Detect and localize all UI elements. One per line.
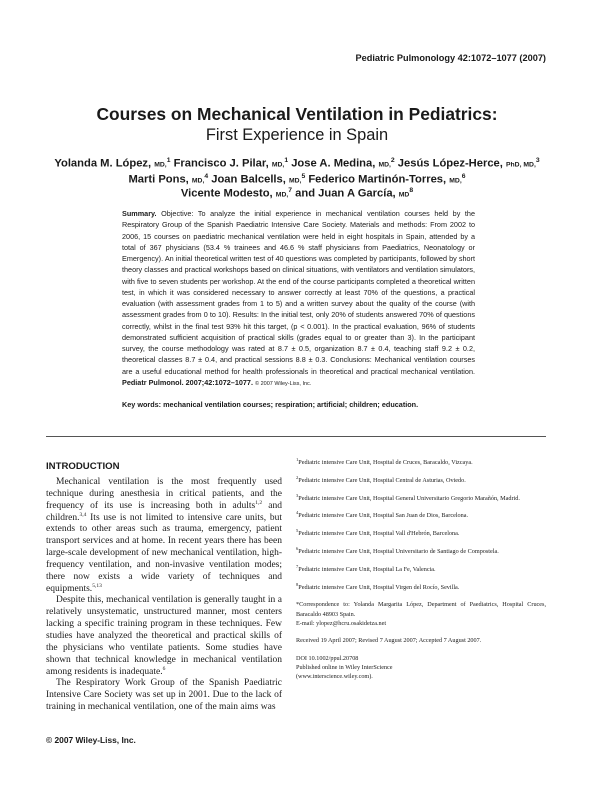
affiliation-number: 3 [296,492,299,498]
author-affiliation-mark: 5 [301,173,306,180]
author-degree: MD, [154,161,167,169]
author-name: Joan Balcells, [208,173,289,186]
author-affiliation-mark: 7 [288,187,293,194]
body-paragraph [46,678,282,714]
author-name: Jesús López-Herce, [394,157,506,170]
affiliation [296,511,546,520]
author-affiliation-mark: 1 [284,157,289,164]
author-degree: MD, [288,177,302,185]
abstract-citation: Pediatr Pulmonol. 2007;42:1072–1077. [122,377,253,387]
author-degree: MD [398,191,410,199]
intro-heading: INTRODUCTION [46,461,120,472]
text-run: Mechanical ventilation is the most frequently used technique during anesthesia in critical patients, and the frequency of its use is increasing both in adults [46,477,282,511]
affiliation [296,476,546,485]
doi[interactable]: DOI 10.1002/ppul.20708 [296,654,359,662]
copyright-footer: © 2007 Wiley-Liss, Inc. [46,735,136,745]
affiliation-text: Pediatric intensive Care Unit, Hospital Virgen del Rocío, Sevilla. [298,583,460,591]
affiliation [296,458,546,467]
published-online: Published online in Wiley InterScience [296,663,393,671]
intro-body [46,477,282,714]
affiliation-list [296,458,546,592]
text-run: The Respiratory Work Group of the Spanish Paediatric Intensive Care Society was set up in 2001. Due to the lack of training in mechanical ventilation, one of the main aims was [46,678,282,713]
text-run: Despite this, mechanical ventilation is generally taught in a relatively unsystematic, unstructured manner, most centers lacking a specific training program in these techniques. Few studies have analyzed the theoretical and practical skills of the physicians who ventilate patients. Some studies have shown that technical knowledge in mechanical ventilation among residents is inadequate. [46,595,282,677]
body-paragraph [46,595,282,678]
affiliation [296,529,546,538]
affiliation-text: Pediatric intensive Care Unit, Hospital de Cruces, Baracaldo, Vizcaya. [298,459,473,466]
correspondence [296,600,546,628]
affiliation [296,565,546,574]
publisher-url[interactable]: (www.interscience.wiley.com). [296,673,373,681]
abstract-text: Objective: To analyze the initial experience in mechanical ventilation courses held by the Respiratory Group of the Spanish Paediatric Intensive Care Society. Materials and methods: From 2002 to 2006, 15 courses on paediatric mechanical ventilation were held in eight hospitals in Spain, attended by a total of 367 physicians (53.4 % trainees and 46.6 % staff physicians from Paediatrics, Neonatology or Emergency). An initial theoretical written test of 40 questions was completed by participants, followed by short theory classes and practical workshops based on clinical situations, with ventilators and ventilation simulators, with five to seven students per workshop. At the end of the course participants completed a theoretical written test, in which it was considered necessary to answer correctly at least 70% of the questions, a practical evaluation (with assessment grades from 1 to 5) and a written survey about the quality of the course (with assessment grades from 0 to 10). Results: In the initial test, only 20% of students answered 70% of questions correctly, whilst in the final test 93% hit this target, (p < 0.001). In the practical evaluation, 96% of students demonstrated sufficient acquisition of practical skills (grades equal to or greater than 3). In the participant survey, the course methodology was rated at 8.7 ± 0.5, organization 8.7 ± 0.4, teaching staff 9.2 ± 0.2, theoretical classes 8.7 ± 0.4, and practical sessions 8.8 ± 0.3. Conclusions: Mechanical ventilation courses are a useful educational method for health professionals in theoretical and practical mechanical ventilation. [122,209,476,376]
text-run: Its use is not limited to intensive care units, but extends to other areas such as trauma, emergency, patient transport services and at home. In recent years there has been large-scale development of new mechanical ventilation, high-frequency ventilation, and non-invasive ventilation modes; there now exists a wide variety of techniques and equipments. [46,512,282,594]
affiliation-number: 5 [296,528,299,534]
author-name: Marti Pons, [128,173,192,186]
abstract-copyright: © 2007 Wiley-Liss, Inc. [255,380,312,387]
author-affiliation-mark: 1 [166,157,171,164]
correspondence-address: *Correspondence to: Yolanda Margarita López, Department of Paediatrics, Hospital Cruces, Baracaldo 48903 Spain. [296,601,546,618]
author-degree: MD, [275,191,289,199]
correspondence-email[interactable]: E-mail: ylopez@hcru.osakidetza.net [296,619,387,627]
body-paragraph [46,477,282,595]
citation-ref: 6 [162,665,166,672]
citation-ref: 5,13 [92,582,102,589]
affiliation-number: 6 [296,545,299,551]
affiliation-number: 8 [296,581,299,587]
citation-ref: 1,2 [255,499,263,506]
affiliation-text: Pediatric intensive Care Unit, Hospital San Juan de Dios, Barcelona. [298,512,469,520]
abstract-label: Summary. [122,209,157,218]
author-name: Jose A. Medina, [288,157,379,170]
author-degree: MD, [191,177,205,185]
author-affiliation-mark: 6 [461,173,466,180]
author-degree: MD, [378,161,391,169]
author-affiliation-mark: 4 [204,173,209,180]
author-degree: PhD, MD, [506,161,536,169]
article-subtitle: First Experience in Spain [205,126,389,144]
affiliation-number: 7 [296,563,299,569]
author-name: and Juan A García, [292,187,399,200]
affiliation-number: 2 [296,474,299,480]
author-affiliation-mark: 2 [390,157,395,164]
author-affiliation-mark: 3 [535,157,540,164]
author-name: Yolanda M. López, [54,157,155,170]
affiliation-text: Pediatric intensive Care Unit, Hospital Central de Asturias, Oviedo. [298,476,466,484]
received-dates: Received 19 April 2007; Revised 7 August 2007; Accepted 7 August 2007. [296,637,482,645]
article-title: Courses on Mechanical Ventilation in Pediatrics: [96,104,498,124]
author-degree: MD, [449,177,462,185]
affiliation-number: 4 [296,510,299,516]
author-line-3 [0,187,594,200]
doi-block [296,654,546,682]
affiliation-text: Pediatric intensive Care Unit, Hospital General Universitario Gregorio Marañón, Madrid. [298,494,520,502]
affiliation [296,494,546,503]
author-line-1 [0,157,594,170]
author-name: Francisco J. Pilar, [170,157,272,170]
journal-header: Pediatric Pulmonology 42:1072–1077 (2007) [355,53,546,63]
abstract [122,208,475,390]
affiliation-text: Pediatric intensive Care Unit, Hospital La Fe, Valencia. [298,565,436,573]
author-name: Federico Martinón-Torres, [305,173,450,186]
affiliation-text: Pediatric intensive Care Unit, Hospital Vall d'Hebrón, Barcelona. [298,530,460,538]
text-run: and children. [46,500,282,523]
affiliation [296,547,546,556]
affiliation [296,583,546,592]
author-name: Vicente Modesto, [180,187,276,200]
author-degree: MD, [271,161,285,169]
affiliation-text: Pediatric intensive Care Unit, Hospital Universitario de Santiago de Compostela. [298,547,499,555]
section-divider [46,436,546,437]
affiliations-column [296,458,546,681]
author-line-2 [0,173,594,186]
citation-ref: 3,4 [79,511,87,518]
author-affiliation-mark: 8 [409,187,414,194]
keywords: Key words: mechanical ventilation courses; respiration; artificial; children; education. [122,400,419,409]
article-dates [296,636,546,645]
affiliation-number: 1 [296,456,299,462]
